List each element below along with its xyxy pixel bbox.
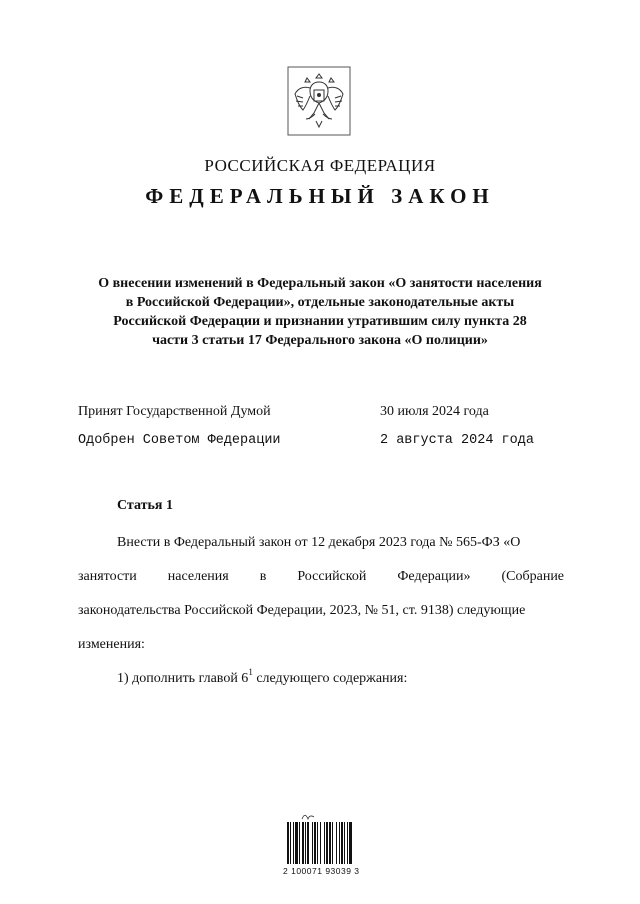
list-item	[117, 667, 408, 687]
paragraph-line: Внести в Федеральный закон от 12 декабря 2023 года № 565-ФЗ «О	[117, 535, 521, 550]
paragraph-word: в	[259, 569, 267, 584]
barcode-number: 2 100071 93039 3	[283, 866, 360, 876]
paragraph-line: изменения:	[78, 637, 145, 652]
law-title-line: О внесении изменений в Федеральный закон «О занятости населения	[98, 276, 542, 291]
law-title-line: в Российской Федерации», отдельные законодательные акты	[125, 295, 515, 310]
barcode-stamp-mark	[301, 812, 315, 822]
paragraph-word: Федерации»	[397, 569, 471, 584]
law-title-line: части 3 статьи 17 Федерального закона «О полиции»	[152, 333, 488, 348]
paragraph-line-justified	[78, 569, 564, 585]
law-type-heading: ФЕДЕРАЛЬНЫЙ ЗАКОН	[145, 184, 495, 208]
council-approval-label: Одобрен Советом Федерации	[78, 433, 281, 448]
coat-of-arms-emblem	[287, 66, 351, 136]
law-title	[60, 274, 580, 350]
duma-adoption-date: 30 июля 2024 года	[380, 404, 489, 419]
article-heading: Статья 1	[117, 498, 173, 513]
duma-adoption-label: Принят Государственной Думой	[78, 404, 271, 419]
law-title-line: Российской Федерации и признании утратившим силу пункта 28	[113, 314, 527, 329]
list-item-suffix: следующего содержания:	[252, 671, 408, 686]
paragraph-word: занятости	[78, 569, 137, 584]
superscript: 1	[248, 667, 253, 677]
paragraph-word: населения	[167, 569, 229, 584]
council-approval-date: 2 августа 2024 года	[380, 433, 534, 448]
paragraph-word: Российской	[297, 569, 367, 584]
list-item-prefix: 1) дополнить главой 6	[117, 671, 249, 686]
country-heading: РОССИЙСКАЯ ФЕДЕРАЦИЯ	[204, 156, 436, 175]
barcode	[286, 822, 352, 864]
paragraph-line: законодательства Российской Федерации, 2023, № 51, ст. 9138) следующие	[78, 603, 526, 618]
paragraph-word: (Собрание	[501, 569, 565, 584]
